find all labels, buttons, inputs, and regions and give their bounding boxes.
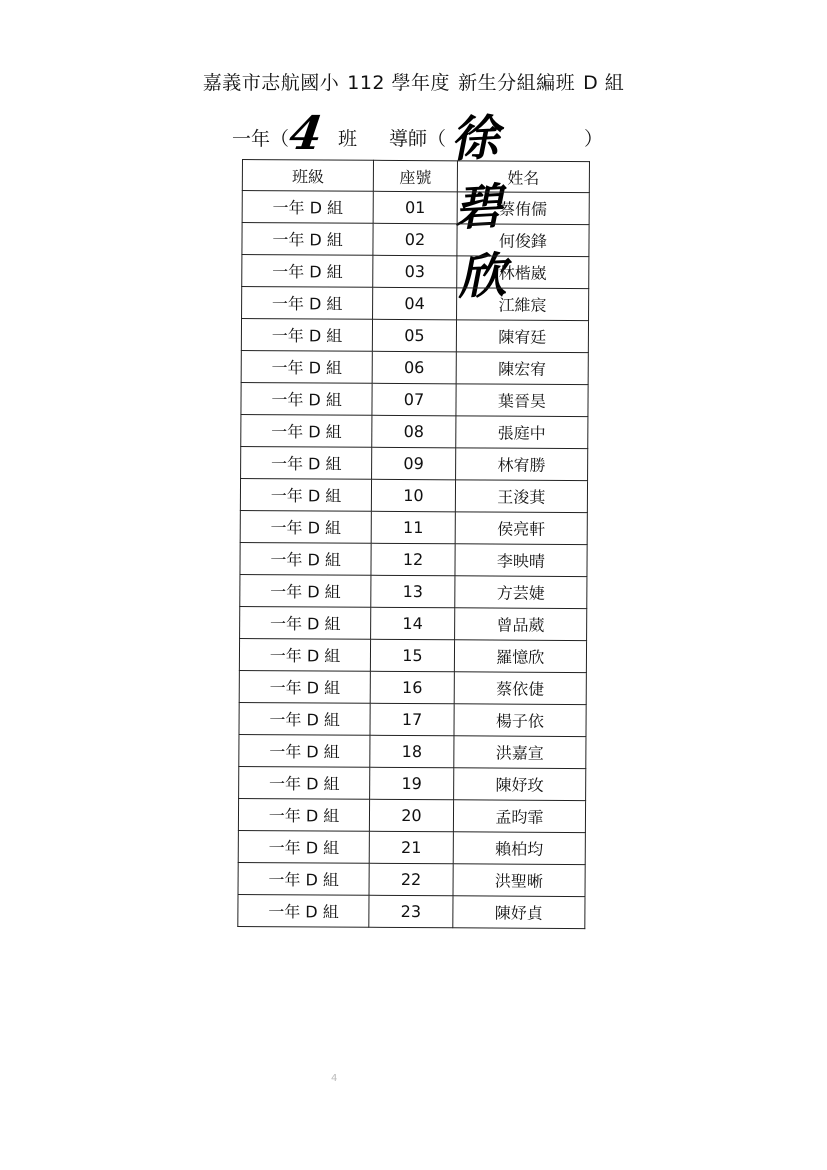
cell-seat: 17 xyxy=(370,703,454,736)
table-row xyxy=(239,734,586,768)
cell-name: 洪聖晰 xyxy=(453,864,585,897)
table-row xyxy=(238,798,585,832)
cell-class: 一年 D 組 xyxy=(239,670,370,703)
cell-class: 一年 D 組 xyxy=(241,382,372,415)
table-header xyxy=(242,160,589,193)
cell-class: 一年 D 組 xyxy=(242,287,373,320)
cell-class: 一年 D 組 xyxy=(240,574,371,607)
cell-name: 李映晴 xyxy=(455,544,587,577)
cell-name: 陳宥廷 xyxy=(456,320,588,353)
cell-seat: 04 xyxy=(373,287,457,320)
cell-seat: 06 xyxy=(372,351,456,384)
table-row xyxy=(242,287,589,321)
cell-class: 一年 D 組 xyxy=(240,478,371,511)
table-row xyxy=(239,670,586,704)
table-row xyxy=(238,830,585,864)
program-name: 新生分組編班 xyxy=(458,72,576,94)
cell-seat: 22 xyxy=(369,863,453,896)
cell-name: 楊子依 xyxy=(454,704,586,737)
cell-class: 一年 D 組 xyxy=(242,191,373,224)
scan-mark: 4 xyxy=(331,1073,338,1084)
cell-name: 洪嘉宣 xyxy=(454,736,586,769)
school-year: 112 學年度 xyxy=(347,72,451,94)
cell-name: 羅憶欣 xyxy=(454,640,586,673)
table-row xyxy=(238,862,585,896)
cell-name: 孟昀霏 xyxy=(453,800,585,833)
cell-seat: 20 xyxy=(370,799,454,832)
cell-seat: 05 xyxy=(373,319,457,352)
table-row xyxy=(239,702,586,736)
cell-name: 陳妤玫 xyxy=(453,768,585,801)
table-row xyxy=(238,894,585,928)
handwritten-class-number: 4 xyxy=(286,106,326,160)
cell-class: 一年 D 組 xyxy=(241,446,372,479)
cell-seat: 02 xyxy=(373,223,457,256)
class-suffix: 班 xyxy=(338,128,358,150)
cell-class: 一年 D 組 xyxy=(241,414,372,447)
cell-seat: 23 xyxy=(369,895,453,928)
table-row xyxy=(241,382,588,416)
cell-name: 賴柏均 xyxy=(453,832,585,865)
group-name: D 組 xyxy=(583,72,625,94)
cell-name: 張庭中 xyxy=(456,416,588,449)
table-row xyxy=(240,510,587,544)
cell-class: 一年 D 組 xyxy=(241,350,372,383)
cell-class: 一年 D 組 xyxy=(238,894,369,927)
teacher-label: 導師（ xyxy=(389,128,447,150)
column-header-class: 班級 xyxy=(242,160,373,192)
cell-seat: 21 xyxy=(369,831,453,864)
cell-seat: 11 xyxy=(371,511,455,544)
table-row xyxy=(242,191,589,225)
cell-seat: 07 xyxy=(372,383,456,416)
cell-seat: 14 xyxy=(371,607,455,640)
table-row xyxy=(240,478,587,512)
cell-class: 一年 D 組 xyxy=(238,862,369,895)
table-row xyxy=(239,638,586,672)
column-header-name: 姓名 xyxy=(457,161,589,193)
cell-seat: 13 xyxy=(371,575,455,608)
cell-class: 一年 D 組 xyxy=(240,510,371,543)
cell-name: 曾品葳 xyxy=(454,608,586,641)
table-row xyxy=(242,255,589,289)
grade-label: 一年（ xyxy=(232,128,290,150)
table-row xyxy=(241,446,588,480)
header-row xyxy=(242,160,589,193)
cell-seat: 18 xyxy=(370,735,454,768)
cell-seat: 12 xyxy=(371,543,455,576)
cell-seat: 09 xyxy=(372,447,456,480)
table-row xyxy=(241,350,588,384)
table-row xyxy=(241,319,588,353)
cell-class: 一年 D 組 xyxy=(239,734,370,767)
cell-seat: 08 xyxy=(372,415,456,448)
cell-name: 林楷崴 xyxy=(456,256,588,289)
cell-name: 葉晉昊 xyxy=(456,384,588,417)
cell-name: 方芸婕 xyxy=(455,576,587,609)
table-row xyxy=(242,223,589,257)
cell-seat: 19 xyxy=(370,767,454,800)
table-row xyxy=(241,414,588,448)
cell-class: 一年 D 組 xyxy=(242,255,373,288)
cell-seat: 15 xyxy=(371,639,455,672)
column-header-seat: 座號 xyxy=(374,160,458,192)
cell-name: 何俊鋒 xyxy=(457,224,589,257)
cell-name: 蔡侑儒 xyxy=(457,192,589,225)
cell-class: 一年 D 組 xyxy=(240,542,371,575)
cell-class: 一年 D 組 xyxy=(239,702,370,735)
handwritten-teacher-name: 徐碧欣 xyxy=(449,109,504,307)
teacher-close-paren: ） xyxy=(584,128,604,150)
cell-class: 一年 D 組 xyxy=(238,798,369,831)
table-row xyxy=(240,542,587,576)
table-row xyxy=(240,606,587,640)
cell-class: 一年 D 組 xyxy=(238,830,369,863)
class-roster-table xyxy=(237,159,590,929)
cell-seat: 01 xyxy=(373,191,457,224)
cell-seat: 16 xyxy=(370,671,454,704)
cell-seat: 03 xyxy=(373,255,457,288)
table-body xyxy=(238,191,589,929)
cell-class: 一年 D 組 xyxy=(240,606,371,639)
cell-name: 王浚萁 xyxy=(455,480,587,513)
school-name: 嘉義市志航國小 xyxy=(202,72,340,94)
cell-class: 一年 D 組 xyxy=(242,223,373,256)
cell-name: 陳宏宥 xyxy=(456,352,588,385)
cell-class: 一年 D 組 xyxy=(239,638,370,671)
cell-class: 一年 D 組 xyxy=(239,766,370,799)
cell-name: 侯亮軒 xyxy=(455,512,587,545)
cell-seat: 10 xyxy=(372,479,456,512)
table-row xyxy=(240,574,587,608)
cell-name: 蔡依倢 xyxy=(454,672,586,705)
cell-name: 陳妤貞 xyxy=(453,896,585,929)
cell-name: 江維宸 xyxy=(456,288,588,321)
cell-class: 一年 D 組 xyxy=(241,319,372,352)
page-title xyxy=(0,68,827,95)
table-row xyxy=(239,766,586,800)
cell-name: 林宥勝 xyxy=(455,448,587,481)
